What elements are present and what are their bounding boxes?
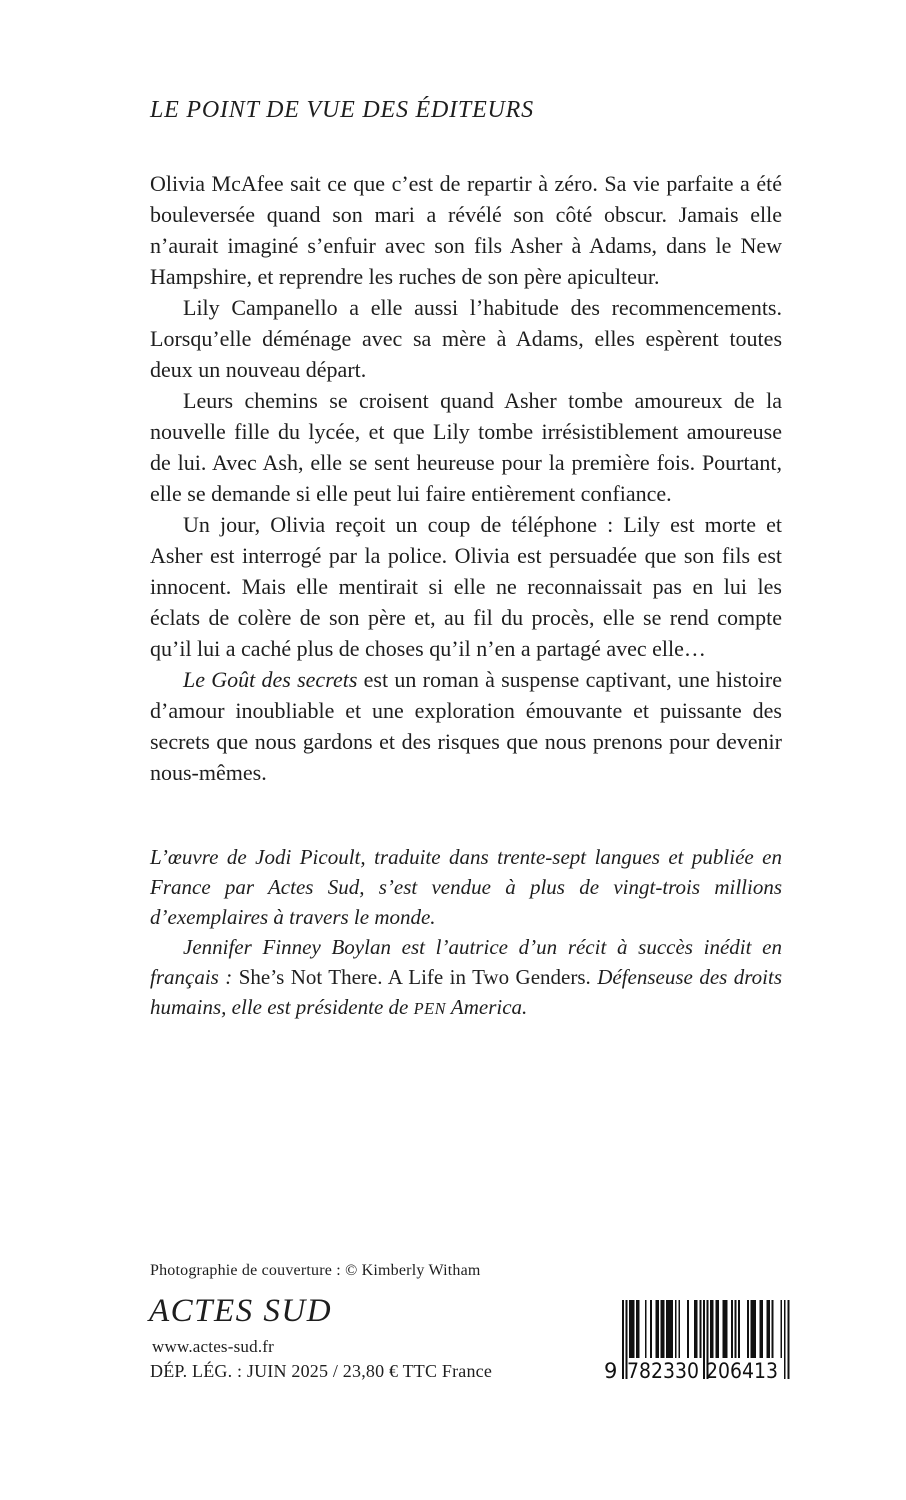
synopsis-paragraph-text: est un roman à suspense captivant, une histoire d’amour inoubliable et une exploration émouvante et puissante des secrets que nous gardons et des risques que nous prenons pour devenir nous-mêmes. bbox=[150, 667, 782, 785]
barcode-svg bbox=[596, 1300, 796, 1392]
bio-book-title-roman: She’s Not There. A Life in Two Genders. bbox=[238, 965, 598, 989]
cover-text-block bbox=[150, 97, 782, 1024]
publisher-logo: ACTES SUD bbox=[149, 1293, 333, 1329]
bio-paragraph: L’œuvre de Jodi Picoult, traduite dans trente-sept langues et publiée en France par Actes Sud, s’est vendue à plus de vingt-trois millions d’exemplaires à travers le monde. bbox=[150, 845, 782, 929]
synopsis-paragraph bbox=[150, 664, 782, 788]
svg-text:9: 9 bbox=[604, 1359, 618, 1383]
bio-paragraph bbox=[150, 932, 782, 1024]
photo-credit: Photographie de couverture : © Kimberly Witham bbox=[150, 1262, 481, 1279]
author-bio bbox=[150, 842, 782, 1024]
synopsis-paragraph: Lily Campanello a elle aussi l’habitude des recommencements. Lorsqu’elle déménage avec sa mère à Adams, elles espèrent toutes deux un nouveau départ. bbox=[150, 295, 782, 382]
synopsis-paragraph: Un jour, Olivia reçoit un coup de téléphone : Lily est morte et Asher est interrogé par la police. Olivia est persuadée que son fils est innocent. Mais elle mentirait si elle ne reconnaissait pas en lui les éclats de colère de son père et, au fil du procès, elle se rend compte qu’il lui a caché plus de choses qu’il n’en a partagé avec elle… bbox=[150, 512, 782, 661]
synopsis-paragraph: Leurs chemins se croisent quand Asher tombe amoureux de la nouvelle fille du lycée, et que Lily tombe irrésistiblement amoureuse de lui. Avec Ash, elle se sent heureuse pour la première fois. Pourtant, elle se demande si elle peut lui faire entièrement confiance. bbox=[150, 388, 782, 506]
bio-text: America. bbox=[446, 995, 528, 1019]
legal-deposit-line: DÉP. LÉG. : JUIN 2025 / 23,80 € TTC France bbox=[150, 1361, 493, 1381]
synopsis-paragraph: Olivia McAfee sait ce que c’est de repartir à zéro. Sa vie parfaite a été bouleversée quand son mari a révélé son côté obscur. Jamais elle n’aurait imaginé s’enfuir avec son fils Asher à Adams, dans le New Hampshire, et reprendre les ruches de son père apiculteur. bbox=[150, 171, 782, 289]
page-title: LE POINT DE VUE DES ÉDITEURS bbox=[150, 97, 534, 123]
bio-text: Jennifer Finney Boylan est l’autrice d’un récit à succès inédit en français : bbox=[150, 935, 782, 989]
synopsis bbox=[150, 168, 782, 788]
publisher-website: www.actes-sud.fr bbox=[152, 1337, 275, 1356]
bio-text: Défenseuse des droits humains, elle est présidente de bbox=[150, 965, 782, 1019]
book-title-inline: Le Goût des secrets bbox=[183, 667, 358, 692]
isbn-barcode bbox=[596, 1300, 796, 1392]
pen-smallcaps: PEN bbox=[413, 999, 447, 1018]
svg-text:206413: 206413 bbox=[706, 1359, 778, 1383]
svg-text:782330: 782330 bbox=[627, 1359, 699, 1383]
